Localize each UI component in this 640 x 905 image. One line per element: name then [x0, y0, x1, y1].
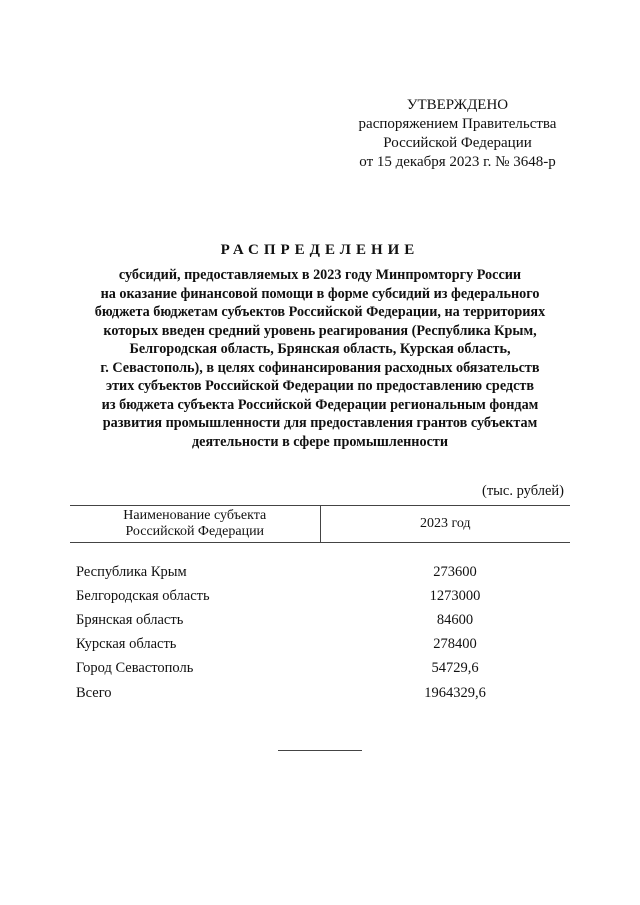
approval-heading: УТВЕРЖДЕНО — [406, 97, 509, 113]
table-row — [70, 608, 570, 632]
subtitle-line: на оказание финансовой помощи в форме субсидий из федерального — [100, 285, 540, 302]
subtitle-line: субсидий, предоставляемых в 2023 году Минпромторгу России — [118, 267, 522, 283]
table-row — [70, 560, 570, 584]
subject-name: Белгородская область — [76, 587, 210, 604]
subject-value: 1273000 — [429, 587, 481, 604]
units-label: (тыс. рублей) — [482, 483, 564, 499]
column-header-subject-line1: Наименование субъекта — [123, 508, 267, 523]
table-row-total — [70, 681, 570, 705]
total-label: Всего — [76, 684, 112, 701]
table-row — [70, 657, 570, 681]
total-value: 1964329,6 — [424, 684, 486, 701]
subtitle-line: которых введен средний уровень реагирования (Республика Крым, — [103, 322, 537, 339]
table-row — [70, 633, 570, 657]
subject-value: 273600 — [433, 563, 477, 580]
table-header — [70, 505, 570, 543]
column-header-year: 2023 год — [419, 516, 471, 531]
subtitle-line: развития промышленности для предоставления грантов субъектам — [102, 415, 538, 431]
subtitle-line: из бюджета субъекта Российской Федерации региональным фондам — [101, 396, 539, 413]
approval-line: Российской Федерации — [383, 135, 532, 151]
subject-name: Город Севастополь — [76, 660, 194, 677]
subtitle-line: этих субъектов Российской Федерации по предоставлению средств — [105, 378, 535, 394]
document-title: РАСПРЕДЕЛЕНИЕ — [220, 242, 420, 258]
subject-value: 54729,6 — [431, 660, 479, 677]
table-body — [70, 560, 570, 705]
subtitle-line: г. Севастополь), в целях софинансирования расходных обязательств — [100, 359, 540, 376]
table-row — [70, 584, 570, 608]
document-subtitle — [60, 266, 580, 451]
subject-value: 84600 — [436, 611, 474, 628]
column-header-subject — [70, 506, 321, 542]
subject-name: Брянская область — [76, 611, 184, 628]
approval-line: распоряжением Правительства — [358, 116, 557, 132]
column-header-subject-line2: Российской Федерации — [125, 524, 265, 539]
approval-stamp — [330, 96, 585, 172]
subject-value: 278400 — [433, 636, 477, 653]
subtitle-line: деятельности в сфере промышленности — [191, 433, 449, 450]
approval-date-number: от 15 декабря 2023 г. № 3648-р — [359, 154, 556, 170]
subject-name: Республика Крым — [76, 563, 187, 580]
subtitle-line: бюджета бюджетам субъектов Российской Федерации, на территориях — [94, 304, 546, 320]
subtitle-line: Белгородская область, Брянская область, Курская область, — [129, 341, 511, 357]
distribution-table — [70, 505, 570, 705]
end-divider — [278, 750, 362, 751]
subject-name: Курская область — [76, 636, 177, 653]
